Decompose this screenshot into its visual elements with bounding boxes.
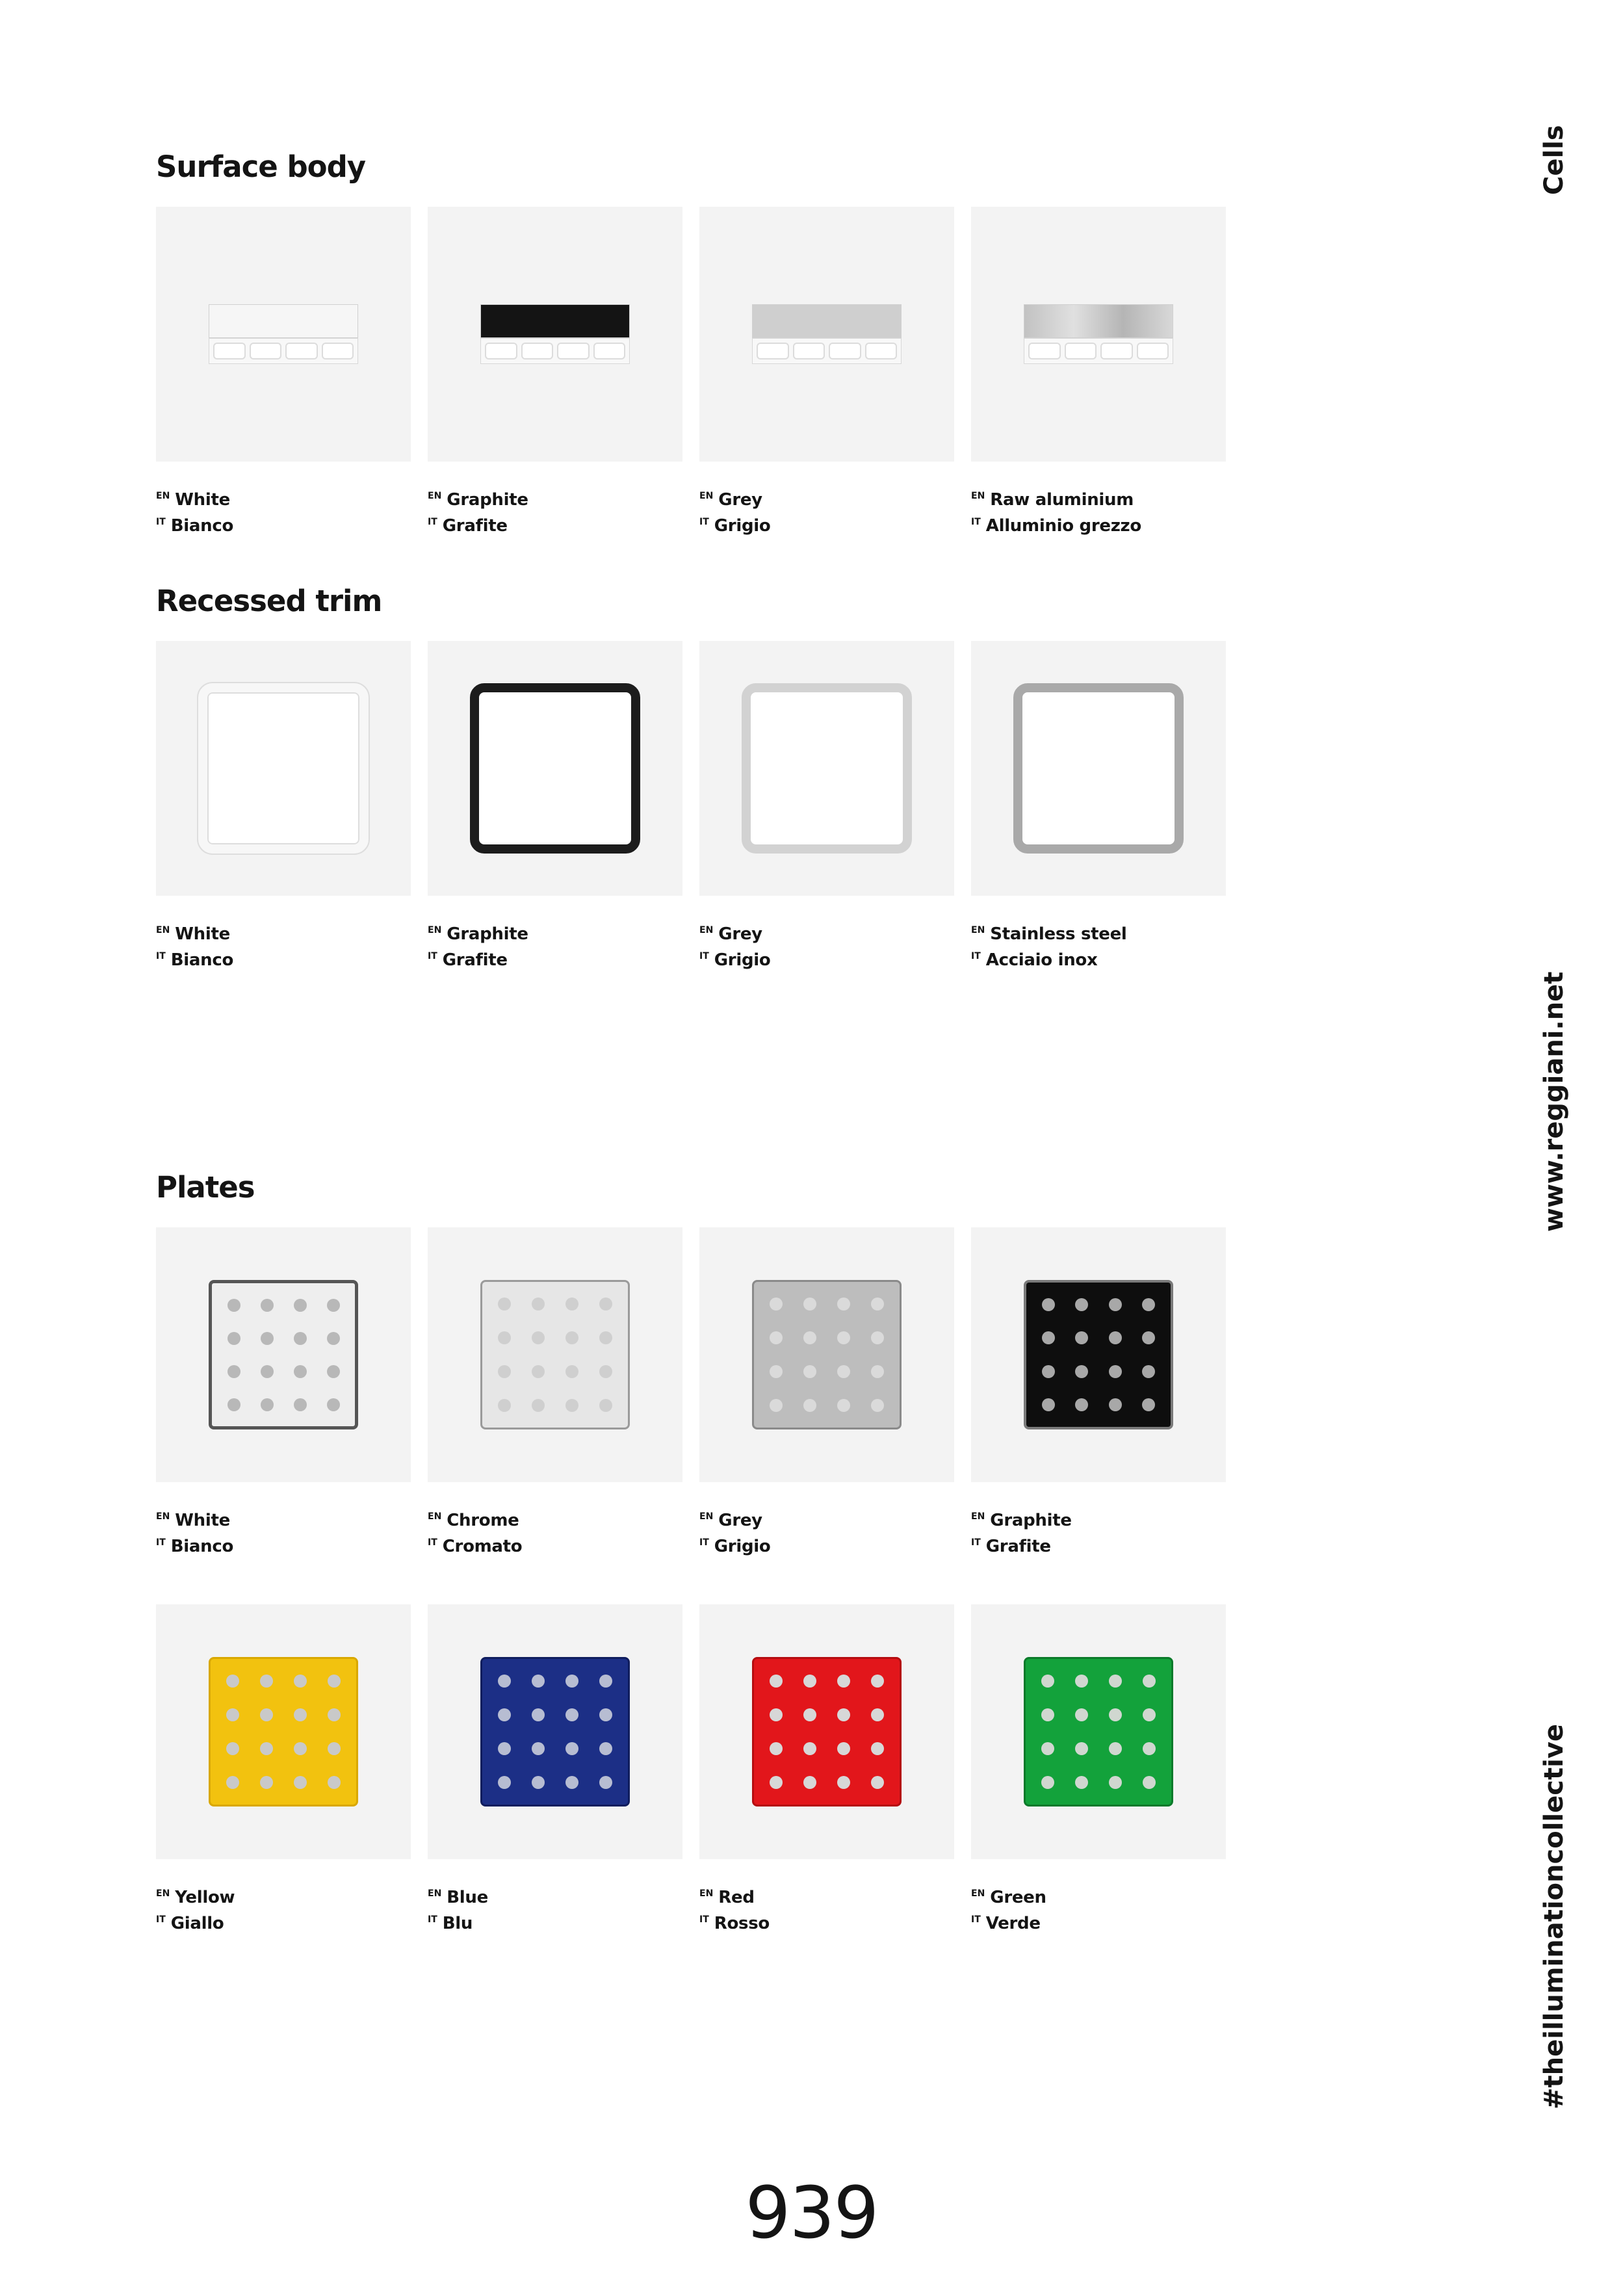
plate-cell xyxy=(828,1322,859,1353)
surface-body-heading: Surface body xyxy=(156,150,366,184)
plate-cell xyxy=(1134,1665,1165,1697)
caption-plate-chrome: $^{EN}$ Chrome $^{IT}$ Cromato xyxy=(428,1511,523,1556)
caption-plate-graphite: $^{EN}$ Graphite $^{IT}$ Grafite xyxy=(971,1511,1072,1556)
plate-cell xyxy=(1032,1665,1063,1697)
plate-cell xyxy=(1100,1767,1131,1798)
plate-red xyxy=(699,1604,954,1859)
plate-cell xyxy=(556,1356,588,1387)
plate-cell xyxy=(590,1288,621,1320)
plate-blue-image xyxy=(480,1657,630,1807)
plate-cell xyxy=(1033,1356,1064,1387)
trim-stainless-steel-image xyxy=(1013,683,1184,854)
plate-cell xyxy=(794,1322,825,1353)
plate-cell xyxy=(523,1699,554,1730)
plate-cell xyxy=(251,1699,282,1730)
plate-cell xyxy=(556,1322,588,1353)
trim-grey xyxy=(699,641,954,896)
plate-cell xyxy=(285,1699,316,1730)
plate-green-image xyxy=(1024,1657,1173,1807)
plate-cell xyxy=(285,1323,315,1353)
plate-cell xyxy=(794,1767,825,1798)
plate-cell xyxy=(760,1699,792,1730)
plate-cell xyxy=(252,1356,282,1387)
caption-plate-red: $^{EN}$ Red $^{IT}$ Rosso xyxy=(699,1888,770,1933)
plate-cell xyxy=(1066,1767,1097,1798)
plate-yellow-image xyxy=(209,1657,358,1807)
plate-cell xyxy=(1067,1323,1098,1354)
plate-white-image xyxy=(209,1280,358,1429)
plate-cell xyxy=(251,1733,282,1764)
plate-cell xyxy=(489,1322,520,1353)
plate-cell xyxy=(556,1665,588,1697)
plate-cell xyxy=(285,1767,316,1798)
caption-plate-white: $^{EN}$ White $^{IT}$ Bianco xyxy=(156,1511,234,1556)
plate-cell xyxy=(862,1322,893,1353)
plate-cell xyxy=(318,1767,350,1798)
plate-cell xyxy=(523,1665,554,1697)
plate-cell xyxy=(862,1390,893,1421)
plate-cell xyxy=(1033,1323,1064,1354)
plate-cell xyxy=(218,1356,249,1387)
plate-cell xyxy=(1067,1390,1098,1421)
surface-body-white xyxy=(156,207,411,462)
plate-cell xyxy=(556,1767,588,1798)
plate-cell xyxy=(217,1665,248,1697)
recessed-trim-heading: Recessed trim xyxy=(156,584,382,618)
plate-cell xyxy=(489,1699,520,1730)
plate-cell xyxy=(285,1290,315,1320)
plate-cell xyxy=(252,1323,282,1353)
plate-cell xyxy=(590,1665,621,1697)
caption-trim-stainless-steel: $^{EN}$ Stainless steel $^{IT}$ Acciaio inox xyxy=(971,924,1127,970)
plate-cell xyxy=(1100,1699,1131,1730)
plate-cell xyxy=(1032,1767,1063,1798)
page-number: 939 xyxy=(745,2171,878,2254)
plate-cell xyxy=(828,1733,859,1764)
plate-cell xyxy=(1100,1323,1131,1354)
plate-cell xyxy=(1066,1699,1097,1730)
plate-cell xyxy=(590,1699,621,1730)
plate-cell xyxy=(590,1390,621,1421)
plate-cell xyxy=(794,1390,825,1421)
caption-trim-graphite: $^{EN}$ Graphite $^{IT}$ Grafite xyxy=(428,924,528,970)
plate-green xyxy=(971,1604,1226,1859)
plate-cell xyxy=(1032,1699,1063,1730)
surface-body-graphite-image xyxy=(480,304,630,364)
plate-cell xyxy=(590,1767,621,1798)
plate-cell xyxy=(218,1323,249,1353)
plate-red-image xyxy=(752,1657,902,1807)
plate-cell xyxy=(318,1389,348,1420)
plate-cell xyxy=(760,1665,792,1697)
plate-cell xyxy=(1033,1390,1064,1421)
plate-cell xyxy=(862,1733,893,1764)
caption-trim-grey: $^{EN}$ Grey $^{IT}$ Grigio xyxy=(699,924,771,970)
plate-cell xyxy=(218,1290,249,1320)
plate-cell xyxy=(217,1767,248,1798)
side-website: www.reggiani.net xyxy=(1539,971,1569,1232)
caption-trim-white: $^{EN}$ White $^{IT}$ Bianco xyxy=(156,924,234,970)
plate-cell xyxy=(318,1665,350,1697)
surface-body-white-image xyxy=(209,304,358,364)
plate-cell xyxy=(862,1356,893,1387)
plate-cell xyxy=(760,1733,792,1764)
surface-body-raw-aluminium-image xyxy=(1024,304,1173,364)
caption-plate-grey: $^{EN}$ Grey $^{IT}$ Grigio xyxy=(699,1511,771,1556)
plate-cell xyxy=(252,1290,282,1320)
plate-cell xyxy=(828,1288,859,1320)
surface-body-raw-aluminium xyxy=(971,207,1226,462)
surface-body-grey xyxy=(699,207,954,462)
plate-cell xyxy=(590,1733,621,1764)
trim-graphite-image xyxy=(470,683,640,854)
plate-cell xyxy=(523,1322,554,1353)
caption-surface-raw-aluminium: $^{EN}$ Raw aluminium $^{IT}$ Alluminio grezzo xyxy=(971,490,1141,536)
plate-cell xyxy=(285,1733,316,1764)
plate-cell xyxy=(1100,1390,1131,1421)
plate-cell xyxy=(285,1389,315,1420)
plate-cell xyxy=(523,1733,554,1764)
plate-cell xyxy=(1134,1356,1165,1387)
plate-cell xyxy=(217,1733,248,1764)
plate-cell xyxy=(794,1733,825,1764)
plate-cell xyxy=(523,1288,554,1320)
plate-cell xyxy=(489,1767,520,1798)
plate-chrome xyxy=(428,1227,682,1482)
surface-body-grey-image xyxy=(752,304,902,364)
plate-cell xyxy=(217,1699,248,1730)
plate-cell xyxy=(1134,1733,1165,1764)
plate-grey xyxy=(699,1227,954,1482)
plate-grey-image xyxy=(752,1280,902,1429)
plate-cell xyxy=(828,1356,859,1387)
plate-cell xyxy=(760,1390,792,1421)
plates-heading: Plates xyxy=(156,1170,255,1205)
plate-cell xyxy=(523,1390,554,1421)
plate-cell xyxy=(1066,1733,1097,1764)
plate-cell xyxy=(590,1322,621,1353)
plate-white xyxy=(156,1227,411,1482)
plate-graphite-image xyxy=(1024,1280,1173,1429)
plate-blue xyxy=(428,1604,682,1859)
plate-cell xyxy=(489,1665,520,1697)
trim-graphite xyxy=(428,641,682,896)
plate-yellow xyxy=(156,1604,411,1859)
caption-plate-yellow: $^{EN}$ Yellow $^{IT}$ Giallo xyxy=(156,1888,235,1933)
side-category: Cells xyxy=(1539,125,1569,195)
plate-cell xyxy=(1100,1665,1131,1697)
trim-white-image xyxy=(198,683,369,854)
plate-cell xyxy=(590,1356,621,1387)
trim-stainless-steel xyxy=(971,641,1226,896)
caption-surface-grey: $^{EN}$ Grey $^{IT}$ Grigio xyxy=(699,490,771,536)
plate-cell xyxy=(1134,1289,1165,1320)
plate-cell xyxy=(794,1665,825,1697)
plate-cell xyxy=(252,1389,282,1420)
plate-cell xyxy=(489,1733,520,1764)
caption-surface-white: $^{EN}$ White $^{IT}$ Bianco xyxy=(156,490,234,536)
plate-cell xyxy=(285,1356,315,1387)
plate-cell xyxy=(318,1290,348,1320)
plate-cell xyxy=(828,1767,859,1798)
plate-cell xyxy=(1100,1289,1131,1320)
plate-cell xyxy=(318,1699,350,1730)
caption-plate-green: $^{EN}$ Green $^{IT}$ Verde xyxy=(971,1888,1046,1933)
plate-cell xyxy=(1134,1390,1165,1421)
plate-cell xyxy=(862,1699,893,1730)
plate-graphite xyxy=(971,1227,1226,1482)
plate-cell xyxy=(1100,1356,1131,1387)
plate-cell xyxy=(1134,1323,1165,1354)
plate-cell xyxy=(1033,1289,1064,1320)
surface-body-graphite xyxy=(428,207,682,462)
plate-cell xyxy=(794,1699,825,1730)
caption-plate-blue: $^{EN}$ Blue $^{IT}$ Blu xyxy=(428,1888,488,1933)
plate-cell xyxy=(828,1665,859,1697)
plate-cell xyxy=(760,1322,792,1353)
plate-cell xyxy=(489,1356,520,1387)
plate-cell xyxy=(862,1288,893,1320)
plate-cell xyxy=(318,1356,348,1387)
plate-cell xyxy=(1067,1356,1098,1387)
plate-cell xyxy=(794,1288,825,1320)
plate-cell xyxy=(556,1699,588,1730)
plate-cell xyxy=(489,1390,520,1421)
caption-surface-graphite: $^{EN}$ Graphite $^{IT}$ Grafite xyxy=(428,490,528,536)
plate-cell xyxy=(318,1323,348,1353)
plate-cell xyxy=(1032,1733,1063,1764)
plate-cell xyxy=(828,1390,859,1421)
side-hashtag: #theilluminationcollective xyxy=(1539,1724,1569,2109)
plate-cell xyxy=(523,1356,554,1387)
trim-white xyxy=(156,641,411,896)
plate-cell xyxy=(828,1699,859,1730)
plate-cell xyxy=(862,1767,893,1798)
plate-cell xyxy=(760,1767,792,1798)
plate-cell xyxy=(218,1389,249,1420)
plate-cell xyxy=(489,1288,520,1320)
plate-cell xyxy=(523,1767,554,1798)
plate-cell xyxy=(794,1356,825,1387)
plate-cell xyxy=(760,1288,792,1320)
plate-cell xyxy=(556,1733,588,1764)
plate-cell xyxy=(862,1665,893,1697)
plate-cell xyxy=(1100,1733,1131,1764)
plate-cell xyxy=(760,1356,792,1387)
plate-chrome-image xyxy=(480,1280,630,1429)
plate-cell xyxy=(1066,1665,1097,1697)
plate-cell xyxy=(556,1390,588,1421)
plate-cell xyxy=(1067,1289,1098,1320)
plate-cell xyxy=(1134,1767,1165,1798)
plate-cell xyxy=(556,1288,588,1320)
trim-grey-image xyxy=(742,683,912,854)
plate-cell xyxy=(251,1767,282,1798)
plate-cell xyxy=(1134,1699,1165,1730)
plate-cell xyxy=(251,1665,282,1697)
plate-cell xyxy=(318,1733,350,1764)
plate-cell xyxy=(285,1665,316,1697)
